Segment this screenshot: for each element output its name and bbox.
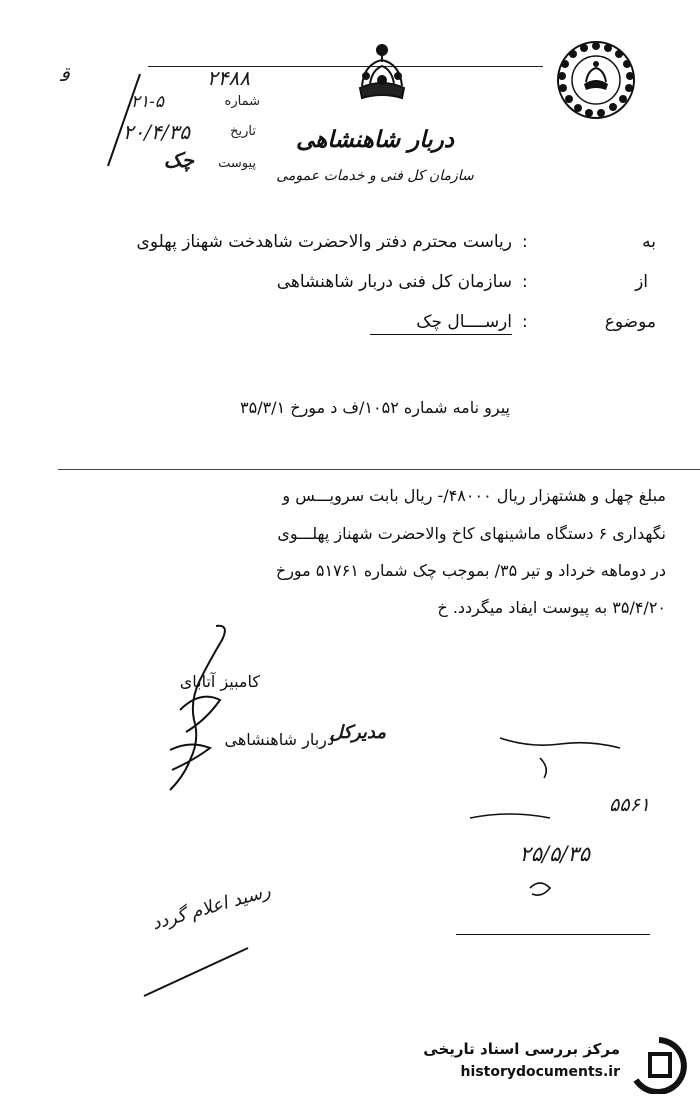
body-line-3: در دوماهه خرداد و تیر ۳۵/ بموجب چک شماره ۵۱۷۶۱ مورخ [275, 561, 666, 580]
subject-value: ارســــال چک [370, 312, 512, 335]
from-colon: : [522, 272, 528, 292]
court-seal-icon [556, 40, 636, 120]
handwritten-note-left: رسید اعلام گردد [149, 880, 273, 935]
letter-number-value: ۲۴۸۸ [207, 66, 250, 90]
footer-org-name: مرکز بررسی اسناد تاریخی [423, 1040, 620, 1058]
signature-title-prefix: مدیرکل [329, 722, 386, 743]
from-value: سازمان کل فنی دربار شاهنشاهی [276, 272, 512, 292]
letterhead-subtitle: سازمان کل فنی و خدمات عمومی [276, 168, 474, 184]
ink-slash-mark [100, 70, 148, 170]
subject-colon: : [522, 312, 528, 332]
signatory-name: کامبیز آتابای [179, 672, 260, 691]
to-value: ریاست محترم دفتر والاحضرت شاهدخت شهناز پهلوی [136, 232, 512, 252]
subject-label: موضوع [604, 312, 656, 332]
body-line-2: نگهداری ۶ دستگاه ماشینهای کاخ والاحضرت شهناز پهلـــوی [277, 524, 666, 543]
from-label: از [635, 272, 648, 292]
handwritten-stroke [140, 944, 252, 1000]
body-line-1: مبلغ چهل و هشتهزار ریال ۴۸۰۰۰/- ریال بابت سرویـــس و [282, 486, 666, 505]
letter-number-label: شماره [224, 94, 260, 109]
crown-emblem-icon [352, 40, 412, 104]
top-mark-handwritten: ﻗ [60, 62, 70, 86]
attachment-value: چک [163, 148, 194, 172]
letter-date-label: تاریخ [230, 124, 256, 139]
handwritten-rule [456, 934, 650, 935]
signatory-title: دربار شاهنشاهی [224, 730, 334, 749]
archive-logo-icon [628, 1036, 690, 1094]
attachment-label: پیوست [218, 156, 256, 171]
letter-date-value: ۲۰/۴/۳۵ [122, 120, 190, 144]
signature-scribble-icon [150, 620, 260, 800]
handwritten-note-right [400, 718, 650, 918]
handwritten-date: ۲۵/۵/۳۵ [519, 842, 590, 866]
to-colon: : [522, 232, 528, 252]
top-mark-date: ۲۱-۵ [130, 92, 164, 112]
handwritten-number: ۵۵۶۱ [609, 794, 650, 816]
letterhead-title: دربار شاهنشاهی [295, 126, 455, 153]
to-label: به [642, 232, 656, 252]
section-rule [58, 469, 700, 470]
body-line-4: ۳۵/۴/۲۰ به پیوست ایفاد میگردد. خ [437, 598, 666, 617]
reference-line: پیرو نامه شماره ۱۰۵۲/ف د مورخ ۳۵/۳/۱ [240, 398, 510, 417]
footer-url-link[interactable]: historydocuments.ir [460, 1064, 620, 1080]
